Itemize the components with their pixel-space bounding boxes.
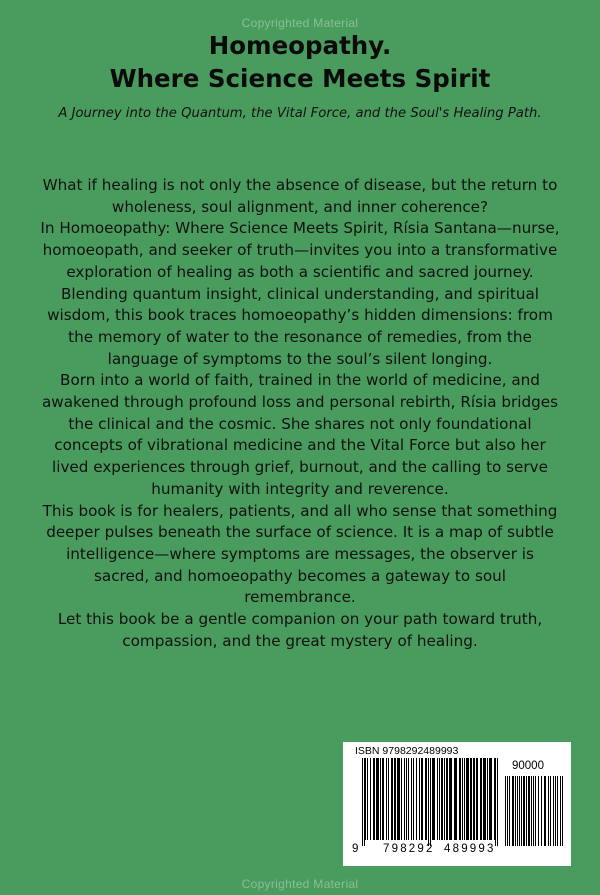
barcode-addon-bar — [505, 776, 506, 846]
barcode-bar — [397, 758, 400, 840]
barcode-addon-bar — [509, 776, 510, 846]
book-title — [0, 29, 600, 95]
barcode-bar — [489, 758, 492, 840]
barcode-bar — [470, 758, 472, 840]
barcode-bar — [444, 758, 445, 840]
barcode-bar — [480, 758, 482, 840]
barcode-digit-lead: 9 — [352, 843, 359, 855]
blurb-paragraph: In Homoeopathy: Where Science Meets Spirit, Rísia Santana—nurse, homoeopath, and seeker of truth—invites you into a transformative exploration of healing as both a scientific and sacred journey. Blending quantum insight, clinical understanding, and spiritual wisdom, this book traces homoeopathy’s hidden dimensions: from the memory of water to the resonance of remedies, from the language of symptoms to the soul’s silent longing. — [40, 219, 560, 368]
barcode-bar — [406, 758, 407, 840]
barcode-addon-bar — [533, 776, 534, 846]
watermark-bottom: Copyrighted Material — [241, 877, 359, 891]
barcode-addon-bar — [515, 776, 516, 846]
barcode-bar — [462, 758, 463, 840]
barcode-guard — [364, 758, 365, 846]
barcode-bar — [487, 758, 488, 840]
barcode-addon-bar — [560, 776, 561, 846]
blurb-paragraph: What if healing is not only the absence of disease, but the return to wholeness, soul alignment, and inner coherence? — [42, 176, 558, 216]
watermark-top: Copyrighted Material — [241, 16, 359, 30]
isbn-label: ISBN 9798292489993 — [355, 745, 459, 757]
blurb-paragraph: Born into a world of faith, trained in the world of medicine, and awakened through profound loss and personal rebirth, Rísia bridges the clinical and the cosmic. She shares not only foundational concepts of vibrational medicine and the Vital Force but also her lived experiences through grief, burnout, and the calling to serve humanity with integrity and reverence. — [41, 371, 559, 498]
barcode-guard — [430, 758, 431, 846]
barcode-bar — [413, 758, 414, 840]
barcode-addon-bar — [555, 776, 556, 846]
barcode-addon-bar — [544, 776, 546, 846]
barcode-bar — [454, 758, 457, 840]
barcode-bar — [439, 758, 440, 840]
barcode-addon-bar — [517, 776, 518, 846]
price-code: 90000 — [512, 760, 544, 772]
barcode-addon-bar — [526, 776, 527, 846]
barcode-bar — [411, 758, 412, 840]
barcode-bar — [382, 758, 384, 840]
barcode-addon-bar — [521, 776, 522, 846]
barcode-bar — [404, 758, 405, 840]
barcode-addon-bar — [512, 776, 514, 846]
barcode-addon-bar — [538, 776, 539, 846]
barcode-bar — [473, 758, 475, 840]
barcode-bar — [401, 758, 402, 840]
blurb-paragraph: Let this book be a gentle companion on your path toward truth, compassion, and the great mystery of healing. — [57, 610, 543, 650]
barcode-guard — [495, 758, 496, 846]
barcode-addon-bar — [550, 776, 551, 846]
barcode-bar — [373, 758, 375, 840]
barcode-bar — [408, 758, 409, 840]
barcode-bar — [446, 758, 448, 840]
barcode-bar — [432, 758, 435, 840]
back-cover-blurb — [40, 175, 560, 652]
barcode-bar — [394, 758, 396, 840]
barcode-addon-bar — [523, 776, 525, 846]
barcode-addon-bar — [562, 776, 563, 846]
barcode-bar — [416, 758, 417, 840]
blurb-paragraph: This book is for healers, patients, and all who sense that something deeper pulses beneath the surface of science. It is a map of subtle intelligence—where symptoms are messages, the observer is sacred, and homoeopathy becomes a gateway to soul remembrance. — [42, 501, 558, 607]
barcode-addon-bar — [553, 776, 554, 846]
barcode-addon-bar — [507, 776, 508, 846]
barcode-bar — [380, 758, 381, 840]
barcode-digit-group-1: 798292 — [383, 843, 435, 855]
barcode-addon-bar — [535, 776, 536, 846]
barcode-bar — [483, 758, 486, 840]
barcode-bar — [388, 758, 389, 840]
barcode-bar — [365, 758, 366, 840]
barcode-addon-bar — [548, 776, 549, 846]
barcode-bar — [376, 758, 379, 840]
barcode-guard — [428, 758, 429, 846]
barcode-bar — [464, 758, 465, 840]
barcode-bar — [391, 758, 393, 840]
barcode-guard — [497, 758, 498, 846]
barcode-bar — [386, 758, 387, 840]
barcode-guard — [362, 758, 363, 846]
barcode-digit-group-2: 489993 — [444, 843, 496, 855]
title-line-1: Homeopathy. — [208, 31, 392, 60]
barcode-addon-bar — [519, 776, 520, 846]
isbn-barcode — [343, 742, 571, 866]
barcode-bar — [421, 758, 423, 840]
barcode-addon-bar — [557, 776, 558, 846]
barcode-bar — [367, 758, 368, 840]
barcode-addon-bar — [528, 776, 530, 846]
title-line-2: Where Science Meets Spirit — [109, 64, 491, 93]
barcode-bar — [449, 758, 452, 840]
barcode-bar — [370, 758, 371, 840]
barcode-bar — [476, 758, 478, 840]
book-subtitle: A Journey into the Quantum, the Vital Force, and the Soul's Healing Path. — [58, 106, 542, 121]
barcode-bar — [419, 758, 420, 840]
barcode-bar — [437, 758, 438, 840]
barcode-addon-bar — [541, 776, 542, 846]
barcode-addon-bar — [531, 776, 532, 846]
barcode-bar — [466, 758, 469, 840]
barcode-bar — [459, 758, 461, 840]
barcode-bar — [425, 758, 427, 840]
barcode-bar — [441, 758, 443, 840]
